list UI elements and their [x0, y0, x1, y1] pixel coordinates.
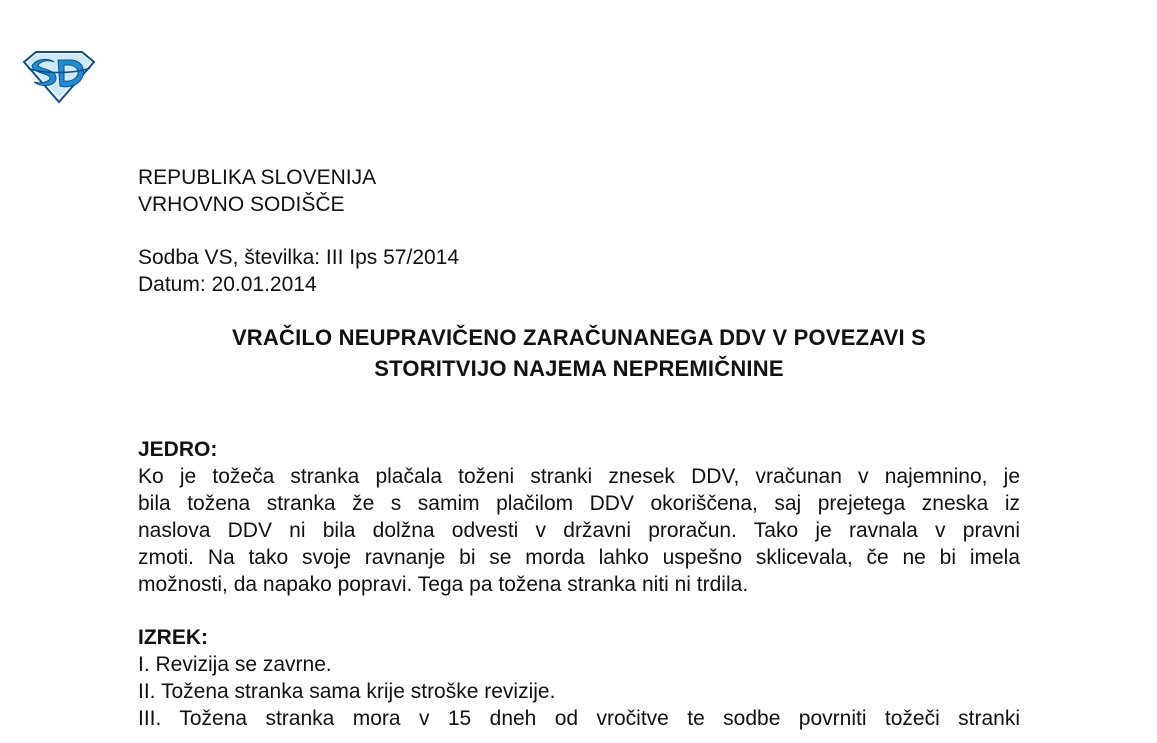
jedro-line: Ko je tožeča stranka plačala toženi stranki znesek DDV, vračunan v najemnino, je	[138, 465, 1020, 488]
header-court: VRHOVNO SODIŠČE	[138, 193, 345, 216]
case-date: Datum: 20.01.2014	[138, 273, 317, 296]
header-republic: REPUBLIKA SLOVENIJA	[138, 166, 377, 189]
izrek-item: II. Tožena stranka sama krije stroške revizije.	[138, 680, 556, 703]
title-line-1: VRAČILO NEUPRAVIČENO ZARAČUNANEGA DDV V POVEZAVI S	[231, 325, 927, 350]
document-body	[138, 164, 1020, 732]
jedro-line: naslova DDV ni bila dolžna odvesti v državni proračun. Tako je ravnala v pravni	[138, 519, 1020, 542]
title-line-2: STORITVIJO NAJEMA NEPREMIČNINE	[374, 356, 784, 381]
izrek-item: I. Revizija se zavrne.	[138, 653, 332, 676]
izrek-heading: IZREK:	[138, 626, 208, 649]
izrek-list	[138, 651, 1020, 732]
jedro-line: zmoti. Na tako svoje ravnanje bi se morda lahko uspešno sklicevala, če ne bi imela	[138, 546, 1020, 569]
izrek-item: III. Tožena stranka mora v 15 dneh od vročitve te sodbe povrniti tožeči stranki	[138, 707, 1020, 730]
jedro-line: možnosti, da napako popravi. Tega pa tožena stranka niti ni trdila.	[138, 573, 749, 596]
court-logo-icon	[22, 48, 96, 104]
jedro-heading: JEDRO:	[138, 438, 218, 461]
jedro-line: bila tožena stranka že s samim plačilom DDV okoriščena, saj prejetega zneska iz	[138, 492, 1020, 515]
case-number: Sodba VS, številka: III Ips 57/2014	[138, 246, 460, 269]
document-title	[138, 322, 1020, 384]
jedro-paragraph	[138, 463, 1020, 598]
